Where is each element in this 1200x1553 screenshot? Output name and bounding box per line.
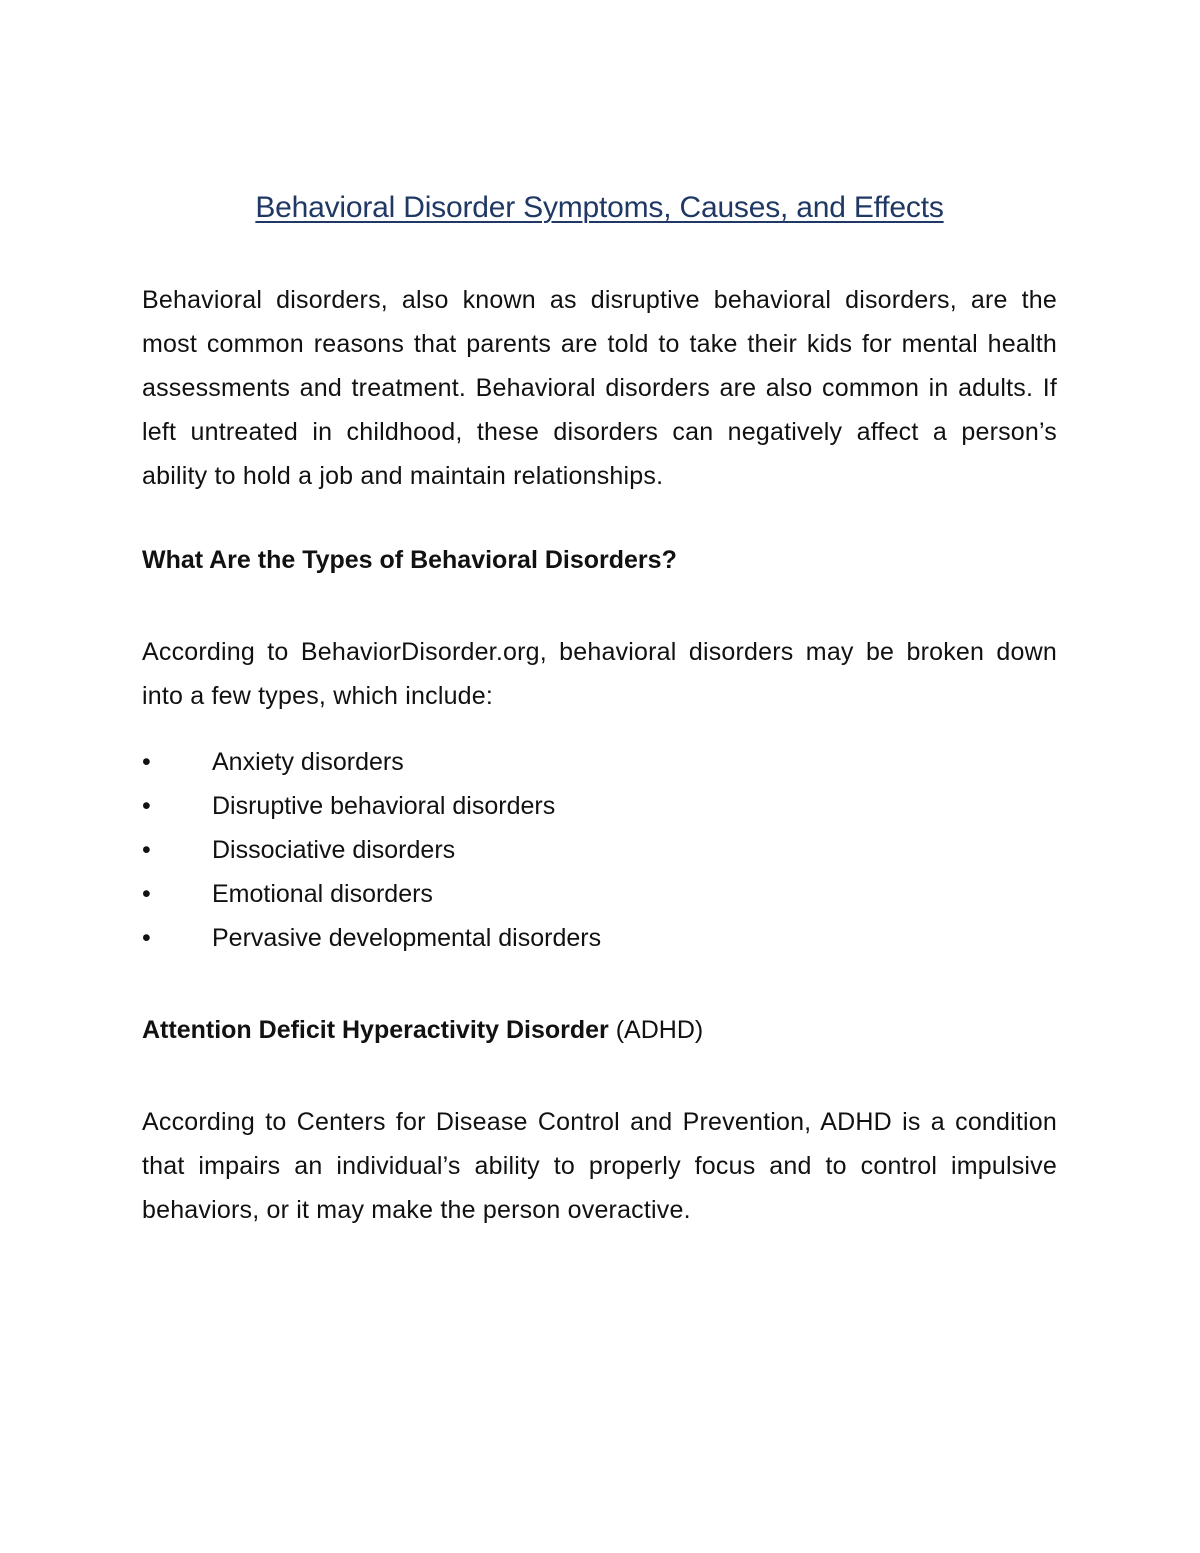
list-item-text: Emotional disorders bbox=[212, 880, 433, 908]
types-heading: What Are the Types of Behavioral Disorders? bbox=[142, 546, 677, 574]
list-item-text: Anxiety disorders bbox=[212, 748, 404, 776]
types-paragraph: According to BehaviorDisorder.org, behavioral disorders may be broken down into a few types, which include: bbox=[142, 638, 1057, 710]
list-item bbox=[142, 916, 1057, 960]
list-item-text: Pervasive developmental disorders bbox=[212, 924, 602, 952]
bullet-icon: • bbox=[142, 924, 151, 952]
bullet-icon: • bbox=[142, 836, 151, 864]
list-item bbox=[142, 828, 1057, 872]
list-item bbox=[142, 872, 1057, 916]
types-list bbox=[142, 740, 1057, 960]
list-item bbox=[142, 784, 1057, 828]
adhd-heading-bold: Attention Deficit Hyperactivity Disorder bbox=[142, 1016, 609, 1044]
list-item-text: Disruptive behavioral disorders bbox=[212, 792, 556, 820]
adhd-paragraph: According to Centers for Disease Control and Prevention, ADHD is a condition that impairs an individual’s ability to properly focus and to control impulsive behaviors, or it may make the person overactive. bbox=[142, 1108, 1057, 1224]
bullet-icon: • bbox=[142, 880, 151, 908]
intro-paragraph: Behavioral disorders, also known as disruptive behavioral disorders, are the most common reasons that parents are told to take their kids for mental health assessments and treatment. Behavioral disorders are also common in adults. If left untreated in childhood, these disorders can negatively affect a person’s ability to hold a job and maintain relationships. bbox=[142, 286, 1057, 490]
list-item bbox=[142, 740, 1057, 784]
adhd-heading bbox=[142, 1010, 1057, 1050]
bullet-icon: • bbox=[142, 748, 151, 776]
adhd-heading-abbreviation: (ADHD) bbox=[608, 1016, 704, 1044]
list-item-text: Dissociative disorders bbox=[212, 836, 456, 864]
document-title: Behavioral Disorder Symptoms, Causes, and Effects bbox=[255, 191, 944, 224]
bullet-icon: • bbox=[142, 792, 151, 820]
document-body bbox=[142, 188, 1057, 1232]
